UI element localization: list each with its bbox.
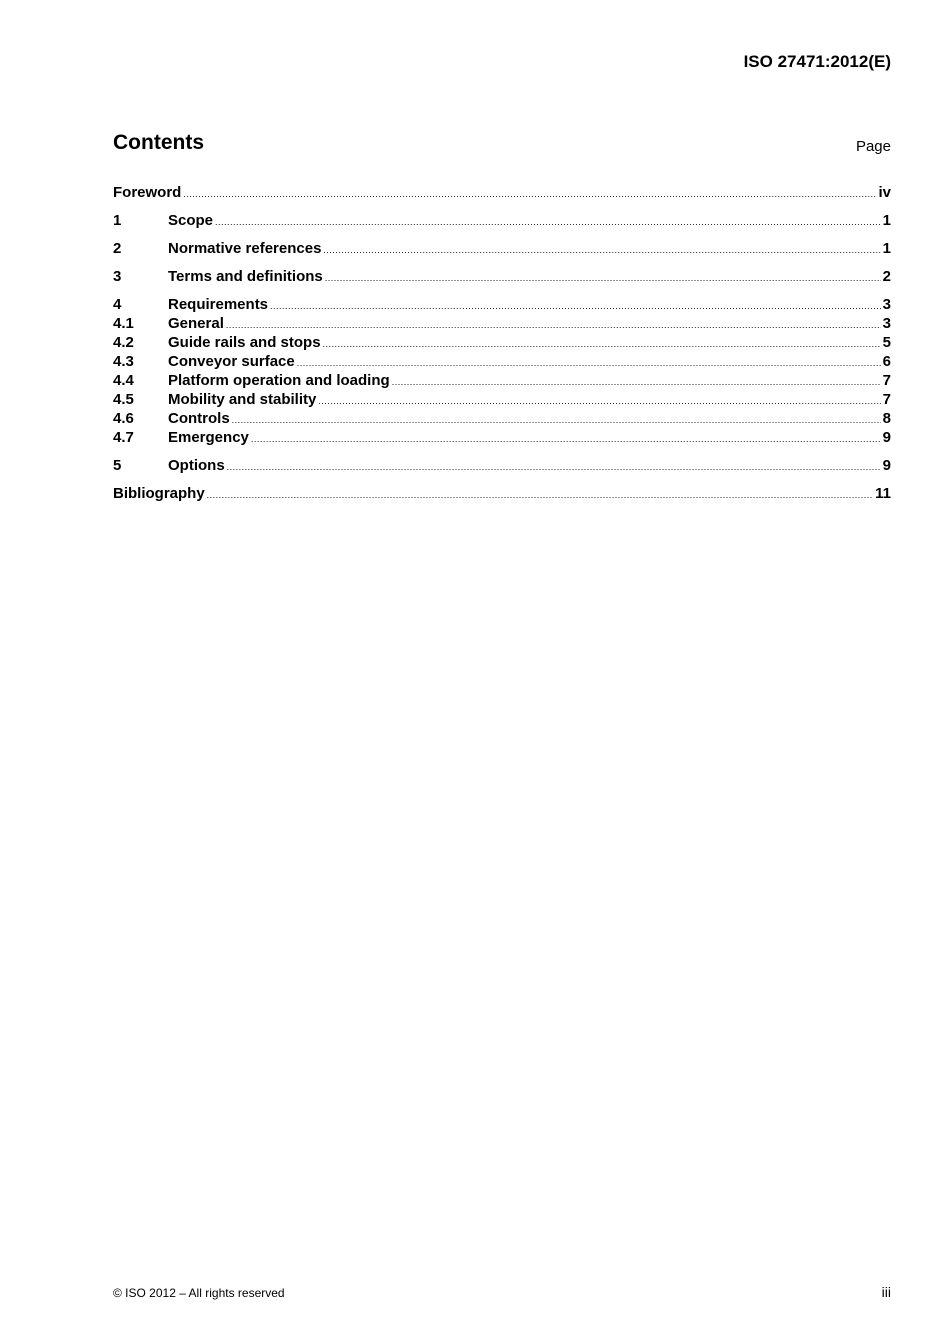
toc-entry[interactable] [113, 267, 891, 286]
toc-entry[interactable] [113, 295, 891, 314]
toc-entry-title: Controls [168, 410, 230, 427]
dot-leader [318, 392, 880, 411]
toc-entry-number: 4.3 [113, 353, 134, 370]
dot-leader [226, 316, 881, 335]
toc-entry-number: 4.2 [113, 334, 134, 351]
page-number: iii [881, 1284, 891, 1300]
toc-entry[interactable] [113, 183, 891, 202]
toc-entry[interactable] [113, 428, 891, 447]
toc-entry-number: 3 [113, 268, 122, 285]
toc-entry-page: iv [878, 184, 891, 201]
dot-leader [325, 269, 881, 288]
toc-entry-page: 2 [882, 268, 891, 285]
toc-entry-number: 4.4 [113, 372, 134, 389]
toc-entry-page: 8 [882, 410, 891, 427]
dot-leader [232, 411, 881, 430]
toc-entry-page: 3 [882, 296, 891, 313]
toc-entry-number: 4 [113, 296, 122, 313]
dot-leader [392, 373, 881, 392]
toc-entry-title: Guide rails and stops [168, 334, 321, 351]
dot-leader [323, 241, 880, 260]
contents-title: Contents [113, 131, 204, 154]
toc-entry-page: 7 [882, 391, 891, 408]
toc-entry-page: 7 [882, 372, 891, 389]
dot-leader [251, 430, 881, 449]
toc-entry-title: Conveyor surface [168, 353, 295, 370]
toc-entry-title: Requirements [168, 296, 269, 313]
toc-entry-page: 1 [882, 240, 891, 257]
toc-entry[interactable] [113, 314, 891, 333]
toc-entry-title: Bibliography [113, 485, 205, 502]
toc-entry-title: Scope [168, 212, 214, 229]
toc-entry-number: 4.6 [113, 410, 134, 427]
toc-entry-title: Options [168, 457, 225, 474]
toc-entry[interactable] [113, 352, 891, 371]
dot-leader [183, 185, 876, 204]
toc-entry-number: 5 [113, 457, 122, 474]
toc-entry[interactable] [113, 333, 891, 352]
dot-leader [207, 486, 873, 505]
toc-entry-title: General [168, 315, 224, 332]
dot-leader [270, 297, 881, 316]
toc-entry-page: 9 [882, 457, 891, 474]
toc-entry-page: 6 [882, 353, 891, 370]
toc-entry-number: 1 [113, 212, 122, 229]
toc-entry-title: Foreword [113, 184, 182, 201]
dot-leader [323, 335, 881, 354]
toc-entry-page: 3 [882, 315, 891, 332]
page-column-label: Page [855, 138, 891, 155]
toc-entry-page: 11 [875, 485, 891, 502]
document-id: ISO 27471:2012(E) [743, 52, 891, 71]
toc-entry-page: 1 [882, 212, 891, 229]
copyright-notice: © ISO 2012 – All rights reserved [113, 1286, 285, 1300]
toc-entry-title: Terms and definitions [168, 268, 323, 285]
toc-entry-page: 5 [882, 334, 891, 351]
toc-entry[interactable] [113, 390, 891, 409]
dot-leader [215, 213, 881, 232]
toc-entry[interactable] [113, 409, 891, 428]
toc-entry[interactable] [113, 456, 891, 475]
toc-entry-title: Emergency [168, 429, 249, 446]
toc-entry-page: 9 [882, 429, 891, 446]
toc-entry[interactable] [113, 239, 891, 258]
toc-entry-number: 4.7 [113, 429, 134, 446]
toc-entry[interactable] [113, 371, 891, 390]
toc-entry-number: 4.1 [113, 315, 134, 332]
table-of-contents [113, 183, 891, 503]
dot-leader [227, 458, 881, 477]
toc-entry[interactable] [113, 484, 891, 503]
toc-entry[interactable] [113, 211, 891, 230]
toc-entry-number: 2 [113, 240, 122, 257]
toc-entry-title: Mobility and stability [168, 391, 317, 408]
toc-entry-title: Normative references [168, 240, 322, 257]
toc-entry-number: 4.5 [113, 391, 134, 408]
toc-entry-title: Platform operation and loading [168, 372, 390, 389]
